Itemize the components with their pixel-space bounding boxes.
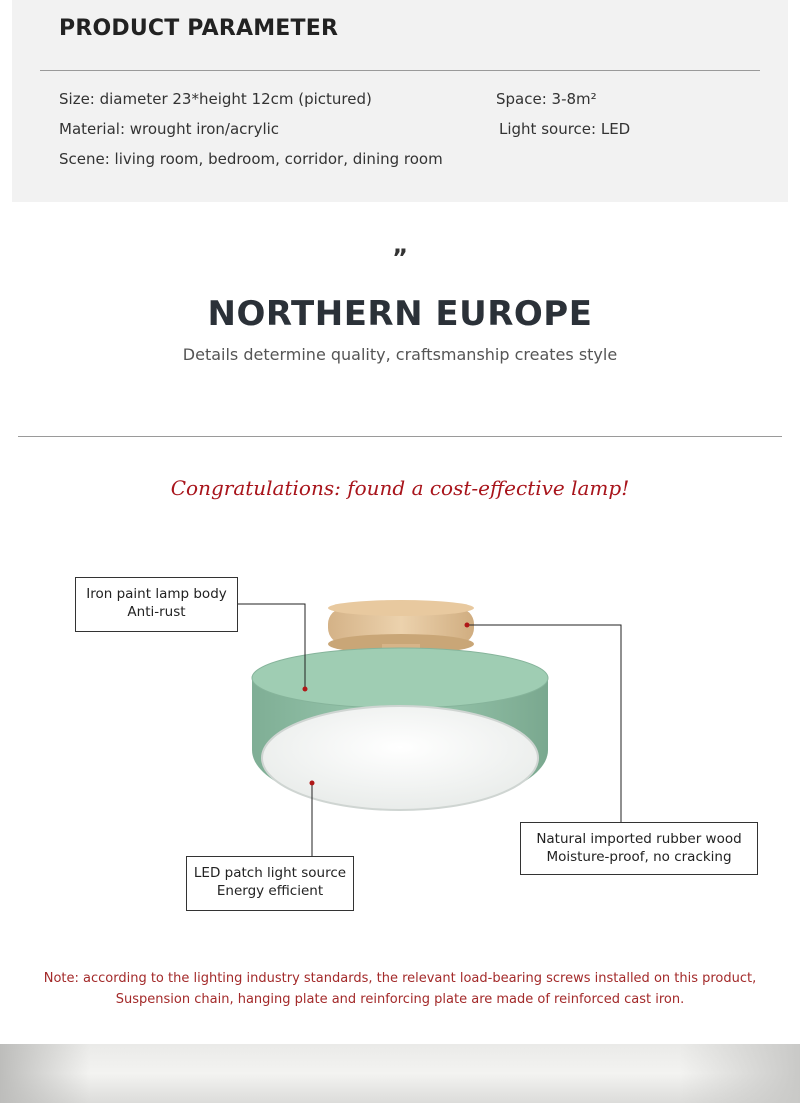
parameter-title: PRODUCT PARAMETER bbox=[59, 16, 339, 41]
photo-shade bbox=[0, 1044, 90, 1103]
parameter-divider bbox=[40, 70, 760, 71]
callout-line: Moisture-proof, no cracking bbox=[546, 849, 732, 865]
callout-wood bbox=[520, 822, 758, 875]
quote-mark-icon: ” bbox=[392, 244, 408, 272]
callout-line: Anti-rust bbox=[127, 604, 186, 620]
scene-spec: Scene: living room, bedroom, corridor, dining room bbox=[59, 150, 443, 168]
callout-led bbox=[186, 856, 354, 911]
marker-dot bbox=[310, 781, 315, 786]
callout-line: LED patch light source bbox=[193, 865, 347, 881]
space-spec: Space: 3-8m² bbox=[496, 90, 597, 108]
note-line: Note: according to the lighting industry standards, the relevant load-bearing screws installed on this product, bbox=[43, 971, 757, 986]
congrats-banner: Congratulations: found a cost-effective lamp! bbox=[170, 476, 630, 500]
callout-lamp-body bbox=[75, 577, 238, 632]
section-divider bbox=[18, 436, 782, 437]
marker-dot bbox=[465, 623, 470, 628]
led-diffuser bbox=[262, 706, 538, 810]
light-source-spec: Light source: LED bbox=[499, 120, 631, 138]
headline: NORTHERN EUROPE bbox=[207, 294, 593, 334]
size-spec: Size: diameter 23*height 12cm (pictured) bbox=[59, 90, 372, 108]
product-photo-strip bbox=[0, 1044, 800, 1103]
callout-line: Natural imported rubber wood bbox=[536, 831, 742, 847]
installation-note bbox=[0, 968, 800, 1010]
product-parameter-panel bbox=[12, 0, 788, 202]
callout-line: Energy efficient bbox=[216, 883, 324, 899]
callout-line: Iron paint lamp body bbox=[86, 586, 227, 602]
marker-dot bbox=[303, 687, 308, 692]
photo-shade bbox=[680, 1044, 800, 1103]
material-spec: Material: wrought iron/acrylic bbox=[59, 120, 280, 138]
note-line: Suspension chain, hanging plate and reinforcing plate are made of reinforced cast iron. bbox=[115, 992, 685, 1007]
subheadline: Details determine quality, craftsmanship creates style bbox=[182, 345, 618, 364]
